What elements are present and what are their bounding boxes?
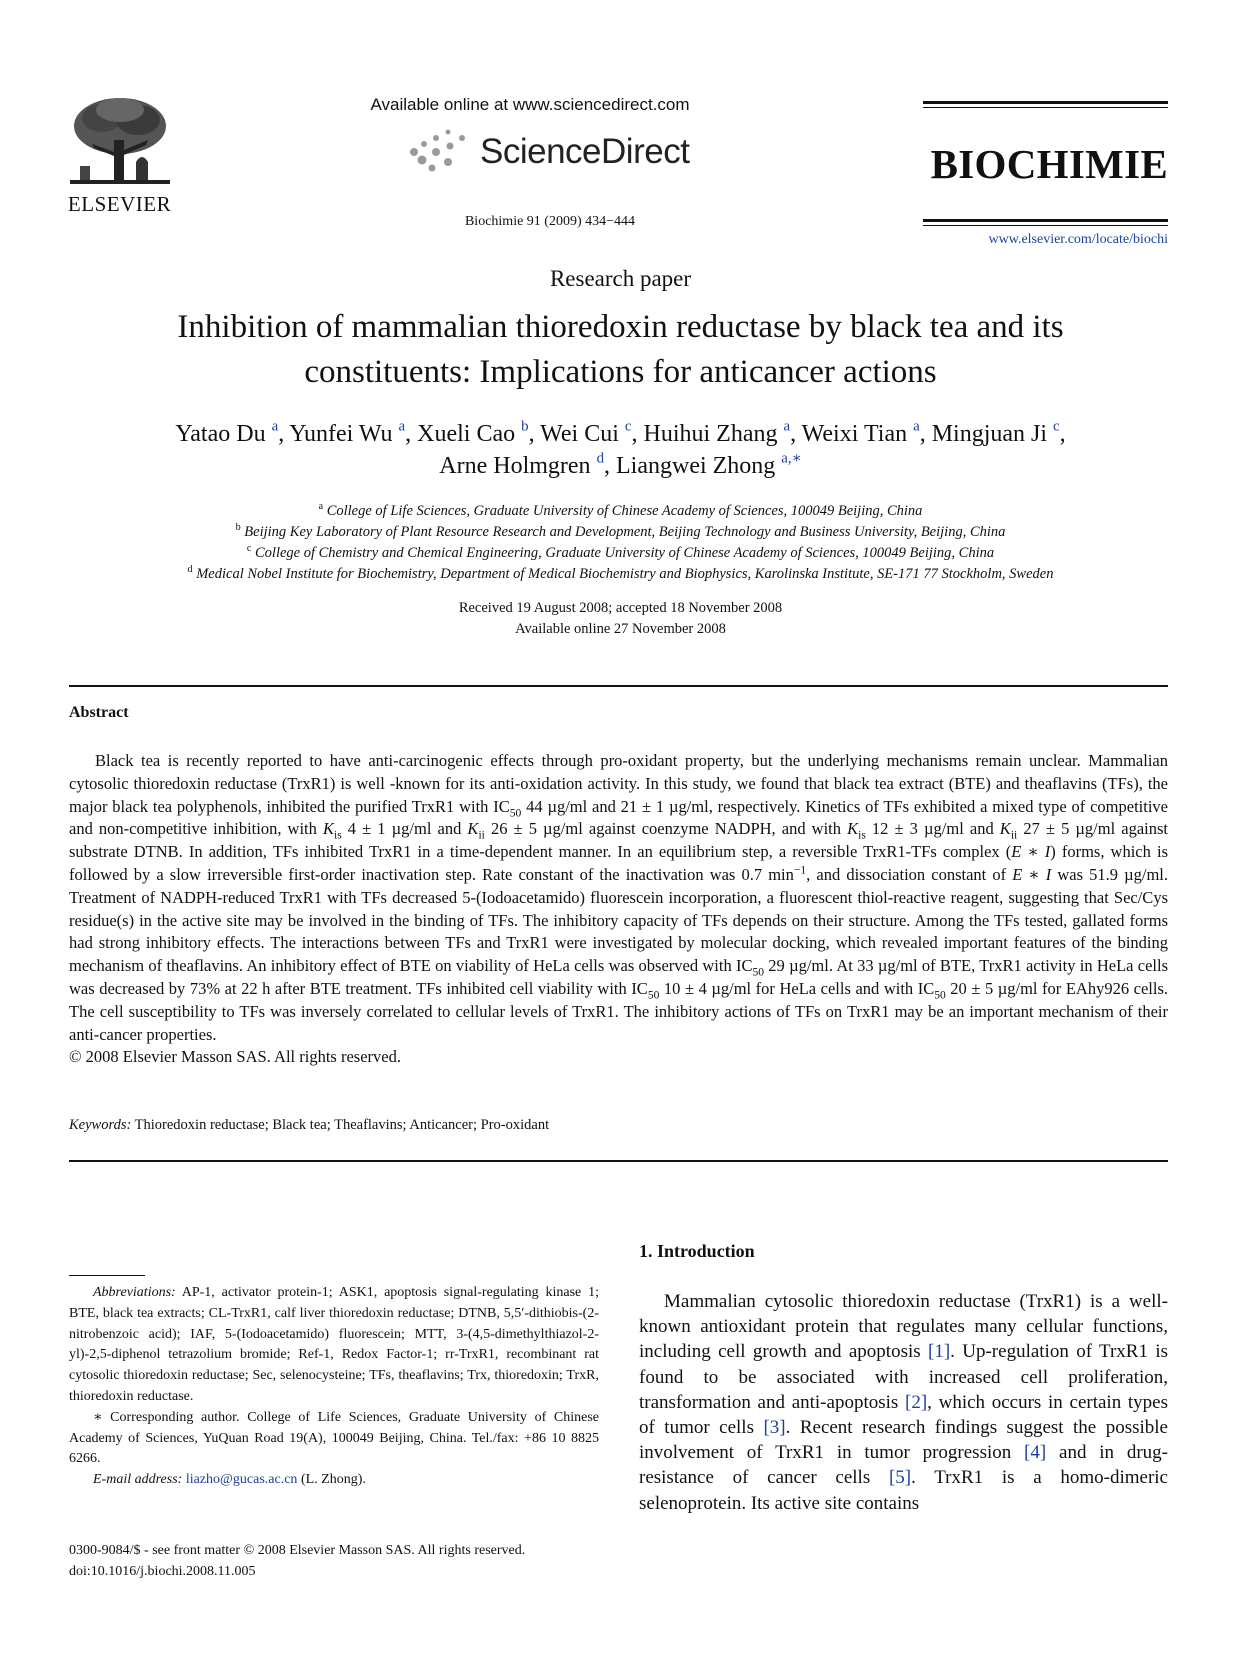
affiliation-key: c <box>246 543 252 555</box>
journal-rule-bottom-1 <box>923 219 1168 222</box>
author-list <box>60 418 1181 482</box>
author-line-2: Arne Holmgren $^d$, Liangwei Zhong $^{a,∗}$ <box>439 450 802 479</box>
abstract-body: Black tea is recently reported to have anti-carcinogenic effects through pro-oxidant property, but the underlying mechanisms remain unclear. Mammalian cytosolic thioredoxin reductase (TrxR1) is well -known for its anti-oxidation activity. In this study, we found that black tea extract (BTE) and theaflavins (TFs), the major black tea polyphenols, inhibited the purified TrxR1 with $IC_{50}$ 44 µg/ml and 21 ± 1 µg/ml, respectively. Kinetics of TFs exhibited a mixed type of competitive and non-competitive inhibition, with $K_{is}$ 4 ± 1 µg/ml and $K_{ii}$ 26 ± 5 µg/ml against coenzyme NADPH, and with $K_{is}$ 12 ± 3 µg/ml and $K_{ii}$ 27 ± 5 µg/ml against substrate DTNB. In addition, TFs inhibited TrxR1 in a time-dependent manner. In an equilibrium step, a reversible TrxR1-TFs complex (E ∗ I) forms, which is followed by a slow irreversible first-order inactivation step. Rate constant of the inactivation was 0.7 $\min^{-1}$, and dissociation constant of E ∗ I was 51.9 µg/ml. Treatment of NADPH-reduced TrxR1 with TFs decreased 5-(Iodoacetamido) fluorescein incorporation, a fluorescent thiol-reactive reagent, suggesting that Sec/Cys residue(s) in the active site may be involved in the binding of TFs. The inhibitory capacity of TFs depends on their structure. Among the TFs tested, gallated forms had strong inhibitory effects. The interactions between TFs and TrxR1 were investigated by molecular docking, which revealed important features of the binding mechanism of theaflavins. An inhibitory effect of BTE on viability of HeLa cells was observed with $IC_{50}$ 29 µg/ml. At 33 µg/ml of BTE, TrxR1 activity in HeLa cells was decreased by 73% at 22 h after BTE treatment. TFs inhibited cell viability with $IC_{50}$ 10 ± 4 µg/ml for HeLa cells and with $IC_{50}$ 20 ± 5 µg/ml for EAhy926 cells. The cell susceptibility to TFs was inversely correlated to cellular levels of TrxR1. The inhibitory actions of TFs on TrxR1 may be an important mechanism of their anti-cancer properties. © 2008 Elsevier Masson SAS. All rights reserved. <box>69 750 1168 1069</box>
affiliation-text: College of Chemistry and Chemical Engineering, Graduate University of Chinese Academy of Sciences, 100049 Beijing, China <box>255 545 995 561</box>
author-line-1: Yatao Du $^a$, Yunfei Wu $^a$, Xueli Cao $^b$, Wei Cui $^c$, Huihui Zhang $^a$, Weixi Tian $^a$, Mingjuan Ji $^c$, <box>175 418 1066 447</box>
author-affiliation-mark[interactable]: c <box>624 418 632 435</box>
article-dates <box>0 598 1241 640</box>
corresponding-author-footnote: ∗ Corresponding author. College of Life Sciences, Graduate University of Chinese Academy of Sciences, YuQuan Road 19(A), 100049 Beijing, China. Tel./fax: +86 10 8825 6266. <box>69 1409 599 1467</box>
article-title-line-2: constituents: Implications for anticancer actions <box>304 354 937 390</box>
abstract-bottom-rule <box>69 1160 1168 1162</box>
author-affiliation-mark[interactable]: a <box>913 418 920 435</box>
author-name[interactable]: Xueli Cao <box>417 421 516 447</box>
abstract-top-rule <box>69 685 1168 687</box>
received-date: Received 19 August 2008; accepted 18 November 2008 <box>458 600 783 616</box>
affiliation-text: Beijing Key Laboratory of Plant Resource Research and Development, Beijing Technology and Business University, Beijing, China <box>244 524 1006 540</box>
abbreviations-label: Abbreviations: <box>93 1285 176 1300</box>
journal-citation: Biochimie 91 (2009) 434−444 <box>464 214 636 229</box>
affiliation-text: Medical Nobel Institute for Biochemistry, Department of Medical Biochemistry and Biophysics, Karolinska Institute, SE-171 77 Stockholm, Sweden <box>196 566 1054 582</box>
author-name[interactable]: Liangwei Zhong <box>616 453 776 479</box>
author-affiliation-mark[interactable]: a,∗ <box>781 450 802 467</box>
journal-url-link[interactable] <box>923 232 1168 248</box>
affiliation-key: d <box>187 564 193 576</box>
keywords-text: Thioredoxin reductase; Black tea; Theaflavins; Anticancer; Pro-oxidant <box>131 1117 550 1133</box>
author-affiliation-mark[interactable]: a <box>271 418 279 435</box>
article-type: Research paper <box>549 266 692 291</box>
affiliation-item <box>40 501 1201 522</box>
affiliation-item <box>40 522 1201 543</box>
affiliation-key: b <box>235 522 241 534</box>
sciencedirect-dots-icon <box>402 124 476 180</box>
doi-line[interactable]: doi:10.1016/j.biochi.2008.11.005 <box>69 1564 256 1579</box>
email-suffix: (L. Zhong). <box>297 1472 366 1488</box>
author-name[interactable]: Weixi Tian <box>801 421 908 447</box>
elsevier-tree-icon <box>62 92 177 192</box>
affiliation-item <box>40 543 1201 564</box>
author-name[interactable]: Mingjuan Ji <box>931 421 1048 447</box>
affiliation-item <box>40 564 1201 585</box>
keywords <box>69 1117 1168 1134</box>
abbreviations-footnote <box>69 1283 599 1408</box>
citation-link[interactable]: [3] <box>763 1417 786 1439</box>
journal-rule-top-2 <box>923 107 1168 108</box>
citation-link[interactable]: [5] <box>888 1467 912 1489</box>
sciencedirect-logo <box>402 124 702 180</box>
front-matter <box>69 1540 669 1582</box>
sciencedirect-wordmark: ScienceDirect <box>480 132 690 171</box>
author-name[interactable]: Yatao Du <box>175 421 266 447</box>
citation-link[interactable]: [4] <box>1024 1442 1047 1464</box>
author-affiliation-mark[interactable]: b <box>521 418 529 435</box>
email-footnote <box>69 1470 599 1491</box>
journal-title: BIOCHIMIE <box>930 141 1168 187</box>
author-affiliation-mark[interactable]: c <box>1053 418 1060 435</box>
author-affiliation-mark[interactable]: a <box>398 418 406 435</box>
author-name[interactable]: Yunfei Wu <box>289 421 393 447</box>
journal-rule-bottom-2 <box>923 225 1168 226</box>
intro-heading: 1. Introduction <box>639 1241 755 1261</box>
email-label: E-mail address: <box>93 1472 183 1488</box>
article-title-line-1: Inhibition of mammalian thioredoxin reductase by black tea and its <box>177 309 1064 345</box>
email-link[interactable]: liazho@gucas.ac.cn <box>185 1472 298 1488</box>
abstract-heading: Abstract <box>69 704 129 721</box>
abbreviations-text: AP-1, activator protein-1; ASK1, apoptosis signal-regulating kinase 1; BTE, black tea extracts; CL-TrxR1, calf liver thioredoxin reductase; DTNB, 5,5′-dithiobis-(2-nitrobenzoic acid); IAF, 5-(Iodoacetamido) fluorescein; MTT, 3-(4,5-dimethylthiazol-2-yl)-2,5-diphenol tetrazolium bromide; Ref-1, Redox Factor-1; rr-TrxR1, recombinant rat cytosolic thioredoxin reductase; Sec, selenocysteine; TFs, theaflavins; Trx, thioredoxin; TrxR, thioredoxin reductase. <box>69 1285 599 1404</box>
author-name[interactable]: Wei Cui <box>540 421 619 447</box>
issn-line: 0300-9084/$ - see front matter © 2008 Elsevier Masson SAS. All rights reserved. <box>69 1543 526 1558</box>
citation-link[interactable]: [1] <box>928 1341 951 1363</box>
citation-link[interactable]: [2] <box>905 1391 928 1413</box>
available-online-text: Available online at www.sciencedirect.com <box>370 95 690 114</box>
journal-rule-top-1 <box>923 101 1168 104</box>
footnote-rule <box>69 1275 145 1276</box>
available-date: Available online 27 November 2008 <box>515 621 726 637</box>
author-name[interactable]: Huihui Zhang <box>643 421 778 447</box>
journal-url[interactable]: www.elsevier.com/locate/biochi <box>988 232 1168 247</box>
footnotes <box>69 1283 599 1491</box>
author-affiliation-mark[interactable]: a <box>783 418 791 435</box>
intro-body: Mammalian cytosolic thioredoxin reductase (TrxR1) is a well-known antioxidant protein that regulates many cellular functions, including cell growth and apoptosis [1]. Up-regulation of TrxR1 is found to be associated with increased cell proliferation, transformation and anti-apoptosis [2], which occurs in certain types of tumor cells [3]. Recent research findings suggest the possible involvement of TrxR1 in tumor progression [4] and in drug-resistance of cancer cells [5]. TrxR1 is a homo-dimeric selenoprotein. Its active site contains <box>639 1291 1169 1514</box>
article-title <box>60 305 1181 395</box>
elsevier-logo <box>62 92 177 218</box>
abstract-copyright: © 2008 Elsevier Masson SAS. All rights reserved. <box>69 1047 401 1067</box>
author-affiliation-mark[interactable]: d <box>596 450 604 467</box>
keywords-label: Keywords: <box>69 1117 132 1133</box>
elsevier-wordmark: ELSEVIER <box>67 192 172 216</box>
affiliation-key: a <box>318 501 324 513</box>
affiliation-text: College of Life Sciences, Graduate University of Chinese Academy of Sciences, 100049 Beijing, China <box>326 503 923 519</box>
author-name[interactable]: Arne Holmgren <box>439 453 591 479</box>
affiliation-list <box>40 501 1201 585</box>
